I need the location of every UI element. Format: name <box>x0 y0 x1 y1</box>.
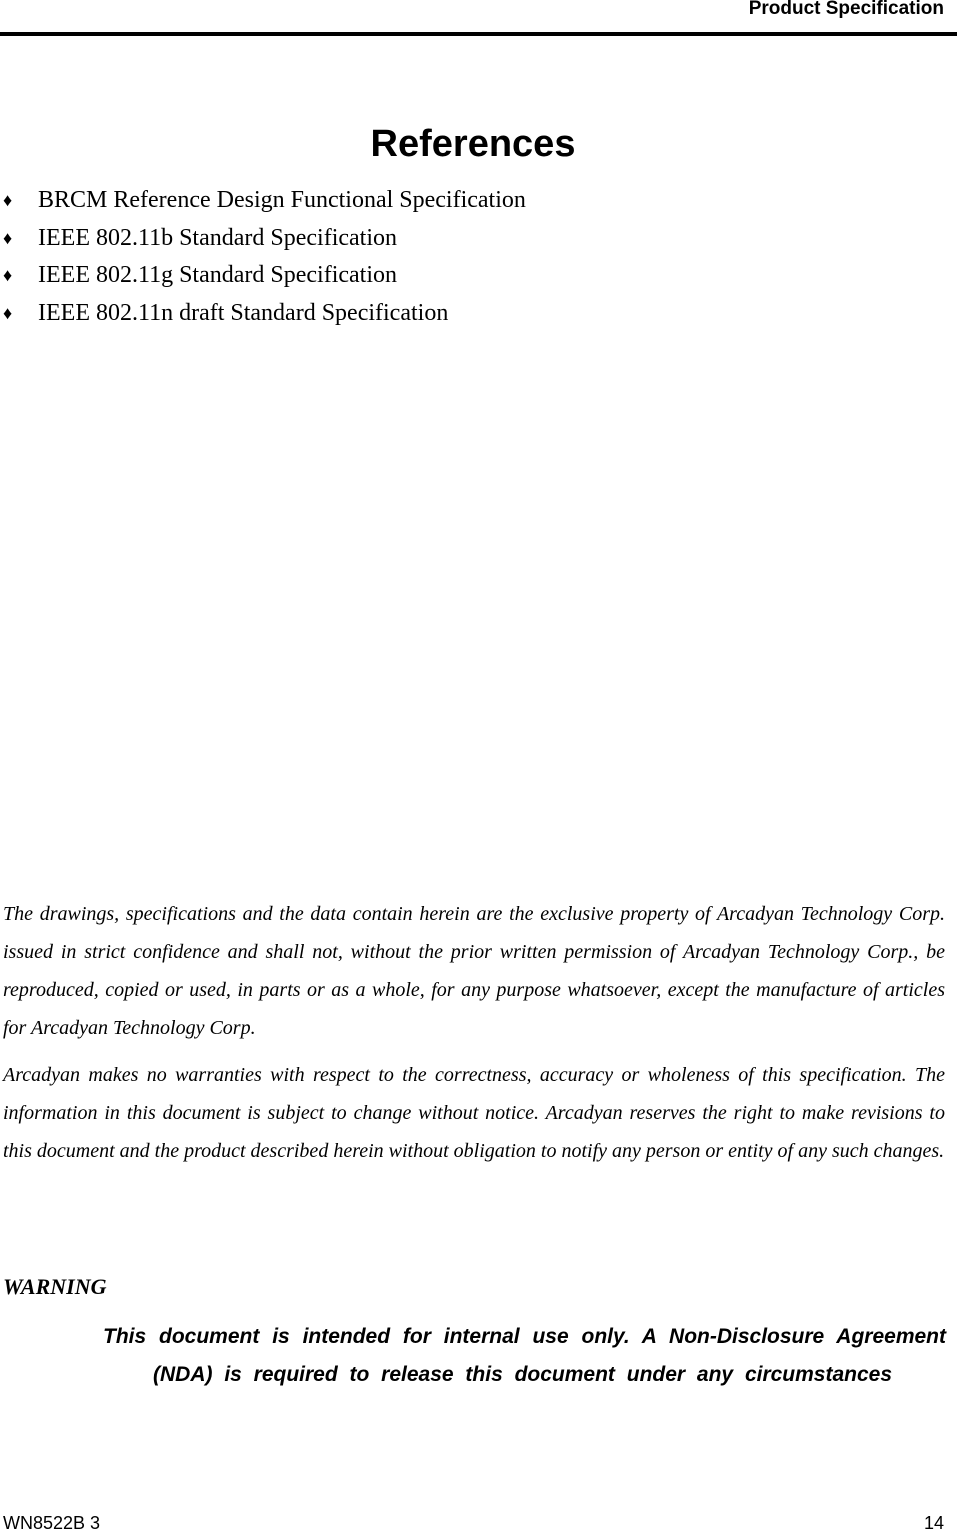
reference-text: BRCM Reference Design Functional Specification <box>38 187 526 213</box>
diamond-bullet-icon: ♦ <box>3 190 13 210</box>
reference-text: IEEE 802.11n draft Standard Specification <box>38 299 449 326</box>
header-rule <box>0 32 957 36</box>
diamond-bullet-icon: ♦ <box>3 302 13 323</box>
diamond-bullet-icon: ♦ <box>3 227 13 248</box>
diamond-bullet-icon: ♦ <box>3 265 13 285</box>
proprietary-notice: The drawings, specifications and the data contain herein are the exclusive property of Arcadyan Technology Corp. issued in strict confidence and shall not, without the prior written permission of Arcadyan Technology Corp., be reproduced, copied or used, in parts or as a whole, for any purpose whatsoever, except the manufacture of articles for Arcadyan Technology Corp. <box>3 903 945 1039</box>
disclaimer-notice: Arcadyan makes no warranties with respect to the correctness, accuracy or wholeness of this specification. The information in this document is subject to change without notice. Arcadyan reserves the right to make revisions to this document and the product described herein without obligation to notify any person or entity of any such changes. <box>3 1064 945 1162</box>
reference-text: IEEE 802.11b Standard Specification <box>38 224 398 251</box>
warning-title: WARNING <box>3 1274 107 1299</box>
footer-doc-id: WN8522B 3 <box>3 1513 101 1533</box>
warning-body: This document is intended for internal use only. A Non-Disclosure Agreement (NDA) is required to release this document under any circumstances <box>103 1325 946 1386</box>
header-title: Product Specification <box>748 0 944 19</box>
footer-page-number: 14 <box>923 1513 944 1533</box>
reference-text: IEEE 802.11g Standard Specification <box>38 262 398 288</box>
section-heading: References <box>370 123 576 165</box>
